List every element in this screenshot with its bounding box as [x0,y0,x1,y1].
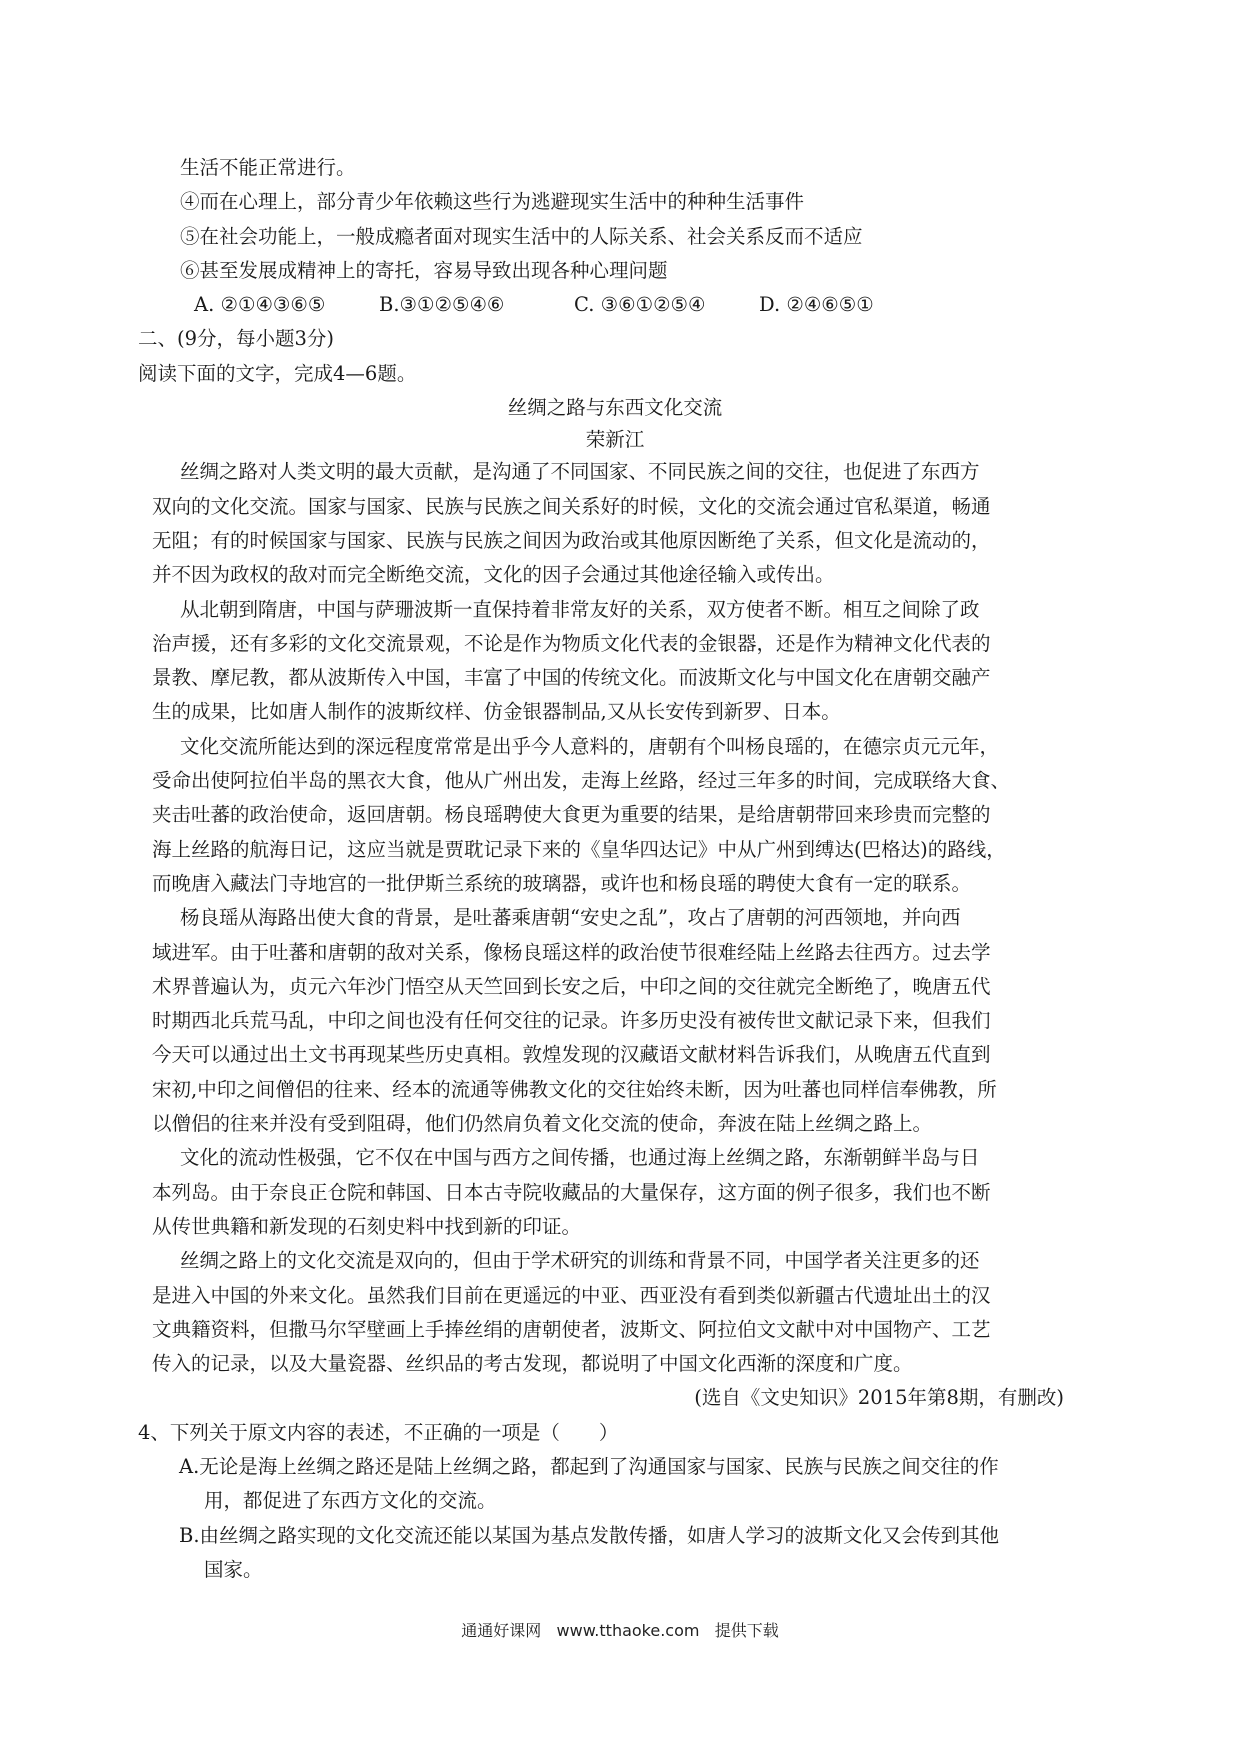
section-instruction: 阅读下面的文字，完成4—6题。 [138,361,417,385]
sentence-option-5: ⑤在社会功能上，一般成瘾者面对现实生活中的人际关系、社会关系反而不适应 [180,224,863,248]
option-line: 用，都促进了东西方文化的交流。 [204,1489,497,1513]
article-paragraph-6 [152,1244,1092,1381]
section-heading: 二、(9分，每小题3分) [138,327,335,351]
paragraph-line: 治声援，还有多彩的文化交流景观，不论是作为物质文化代表的金银器，还是作为精神文化代表的 [152,631,991,655]
choice-b: B.③①②⑤④⑥ [379,293,505,317]
paragraph-line: 从北朝到隋唐，中国与萨珊波斯一直保持着非常友好的关系，双方使者不断。相互之间除了政 [180,597,980,621]
sentence-option-4: ④而在心理上，部分青少年依赖这些行为逃避现实生活中的种种生活事件 [180,190,805,214]
paragraph-line: 以僧侣的往来并没有受到阻碍，他们仍然肩负着文化交流的使命，奔波在陆上丝绸之路上。 [152,1112,933,1136]
paragraph-line: 杨良瑶从海路出使大食的背景，是吐蕃乘唐朝“安史之乱”，攻占了唐朝的河西领地，并向西 [180,906,961,930]
article-paragraph-2 [152,593,1092,730]
paragraph-line: 景教、摩尼教，都从波斯传入中国，丰富了中国的传统文化。而波斯文化与中国文化在唐朝交融产 [152,666,991,690]
paragraph-line: 海上丝路的航海日记，这应当就是贾耽记录下来的《皇华四达记》中从广州到缚达(巴格达)的路线， [152,837,1006,861]
choice-a: A. ②①④③⑥⑤ [194,293,326,317]
paragraph-line: 是进入中国的外来文化。虽然我们目前在更遥远的中亚、西亚没有看到类似新疆古代遗址出土的汉 [152,1283,991,1307]
choice-d: D. ②④⑥⑤① [759,293,874,317]
paragraph-line: 时期西北兵荒马乱，中印之间也没有任何交往的记录。许多历史没有被传世文献记录下来，但我们 [152,1009,991,1033]
q3-choices [152,288,1092,322]
option-line: B.由丝绸之路实现的文化交流还能以某国为基点发散传播，如唐人学习的波斯文化又会传到其他 [179,1523,1000,1547]
option-line: 国家。 [204,1557,263,1581]
paragraph-line: 无阻；有的时候国家与国家、民族与民族之间因为政治或其他原因断绝了关系，但文化是流动的， [152,528,991,552]
paragraph-line: 传入的记录，以及大量瓷器、丝织品的考古发现，都说明了中国文化西渐的深度和广度。 [152,1352,913,1376]
paragraph-line: 而晚唐入藏法门寺地宫的一批伊斯兰系统的玻璃器，或许也和杨良瑶的聘使大食有一定的联系。 [152,871,972,895]
article-paragraph-1 [152,455,1092,592]
paragraph-line: 丝绸之路上的文化交流是双向的，但由于学术研究的训练和背景不同，中国学者关注更多的还 [180,1249,980,1273]
paragraph-line: 从传世典籍和新发现的石刻史料中找到新的印证。 [152,1214,582,1238]
article-source: (选自《文史知识》2015年第8期，有删改) [694,1386,1064,1410]
paragraph-line: 并不因为政权的敌对而完全断绝交流，文化的因子会通过其他途径输入或传出。 [152,563,835,587]
footer-site-name: 通通好课网 [461,1621,542,1640]
paragraph-line: 文典籍资料，但撒马尔罕壁画上手捧丝绢的唐朝使者，波斯文、阿拉伯文文献中对中国物产、工艺 [152,1317,991,1341]
question-4-option-a [152,1450,1092,1519]
paragraph-line: 本列岛。由于奈良正仓院和韩国、日本古寺院收藏品的大量保存，这方面的例子很多，我们也不断 [152,1180,991,1204]
paragraph-line: 文化的流动性极强，它不仅在中国与西方之间传播，也通过海上丝绸之路，东渐朝鲜半岛与日 [180,1146,980,1170]
sentence-option-6: ⑥甚至发展成精神上的寄托，容易导致出现各种心理问题 [180,258,668,282]
choice-c: C. ③⑥①②⑤④ [574,293,706,317]
page-footer [0,1618,1240,1641]
paragraph-line: 域进军。由于吐蕃和唐朝的敌对关系，像杨良瑶这样的政治使节很难经陆上丝路去往西方。过去学 [152,940,991,964]
article-paragraph-4 [152,901,1092,1141]
text-line: 生活不能正常进行。 [180,156,356,179]
article-author: 荣新江 [585,428,645,452]
paragraph-line: 宋初,中印之间僧侣的往来、经本的流通等佛教文化的交往始终未断，因为吐蕃也同样信奉佛教，所 [152,1077,997,1101]
paragraph-line: 今天可以通过出土文书再现某些历史真相。敦煌发现的汉藏语文献材料告诉我们，从晚唐五代直到 [152,1043,991,1067]
option-line: A.无论是海上丝绸之路还是陆上丝绸之路，都起到了沟通国家与国家、民族与民族之间交往的作 [179,1454,999,1478]
paragraph-line: 双向的文化交流。国家与国家、民族与民族之间关系好的时候，文化的交流会通过官私渠道，畅通 [152,494,991,518]
article-paragraph-3 [152,730,1092,901]
paragraph-line: 生的成果，比如唐人制作的波斯纹样、仿金银器制品,又从长安传到新罗、日本。 [152,700,841,724]
paragraph-line: 丝绸之路对人类文明的最大贡献，是沟通了不同国家、不同民族之间的交往，也促进了东西方 [180,460,980,484]
footer-suffix: 提供下载 [714,1621,779,1640]
paragraph-line: 受命出使阿拉伯半岛的黑衣大食，他从广州出发，走海上丝路，经过三年多的时间，完成联络大食、 [152,769,1011,793]
paragraph-line: 文化交流所能达到的深远程度常常是出乎今人意料的，唐朝有个叫杨良瑶的，在德宗贞元元年， [180,734,1000,758]
article-title: 丝绸之路与东西文化交流 [507,396,723,420]
paragraph-line: 术界普遍认为，贞元六年沙门悟空从天竺回到长安之后，中印之间的交往就完全断绝了，晚唐五代 [152,974,991,998]
footer-url[interactable]: www.tthaoke.com [556,1621,700,1640]
question-4-option-b [152,1519,1092,1588]
page-content [138,151,1092,1587]
question-4-stem: 4、下列关于原文内容的表述，不正确的一项是（ ） [138,1420,619,1444]
paragraph-line: 夹击吐蕃的政治使命，返回唐朝。杨良瑶聘使大食更为重要的结果，是给唐朝带回来珍贵而完整的 [152,803,991,827]
article-paragraph-5 [152,1141,1092,1244]
